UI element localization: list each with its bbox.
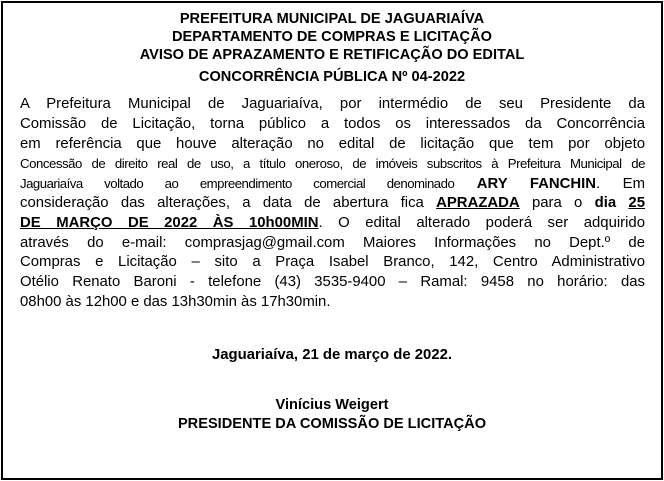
body-text: . O edital alterado poderá ser adquirido xyxy=(318,214,645,231)
header-municipality: PREFEITURA MUNICIPAL DE JAGUARIAÍVA xyxy=(179,11,485,27)
body-line xyxy=(20,214,645,234)
opening-date: DE MARÇO DE 2022 ÀS 10h00MIN xyxy=(20,214,319,231)
header-notice-title: AVISO DE APRAZAMENTO E RETIFICAÇÃO DO EDITAL xyxy=(139,47,525,63)
body-line: Compras e Licitação – sito a Praça Isabel Branco, 142, Centro Administrativo xyxy=(20,254,645,271)
body-line xyxy=(20,194,645,214)
body-line xyxy=(20,174,645,194)
enterprise-name: ARY FANCHIN xyxy=(476,176,597,193)
body-text: dia xyxy=(594,194,617,211)
body-line: Comissão de Licitação, torna público a todos os interessados da Concorrência xyxy=(20,115,645,132)
body-line: através do e-mail: comprasjag@gmail.com Maiores Informações no Dept.º de xyxy=(20,234,645,251)
body-line: Otélio Renato Baroni - telefone (43) 3535-9400 – Ramal: 9458 no horário: das xyxy=(20,274,645,291)
opening-day: 25 xyxy=(628,194,645,211)
body-line: 08h00 às 12h00 e das 13h30min às 17h30min. xyxy=(20,293,331,310)
postponed-label: APRAZADA xyxy=(436,194,520,211)
body-line: em referência que houve alteração no edital de licitação que tem por objeto xyxy=(20,135,645,152)
body-line-object: Concessão de direito real de uso, a título oneroso, de imóveis subscritos à Prefeitura Municipal de xyxy=(20,156,645,172)
body-line: A Prefeitura Municipal de Jaguariaíva, por intermédio de seu Presidente da xyxy=(20,96,645,112)
header-department: DEPARTAMENTO DE COMPRAS E LICITAÇÃO xyxy=(172,29,492,45)
notice-frame xyxy=(1,1,663,480)
signatory-title: PRESIDENTE DA COMISSÃO DE LICITAÇÃO xyxy=(177,416,487,432)
signatory-name: Vinícius Weigert xyxy=(275,397,389,413)
date-line: Jaguariaíva, 21 de março de 2022. xyxy=(211,347,453,363)
body-text: Jaguariaíva voltado ao empreendimento comercial denominado xyxy=(20,176,455,192)
notice-body xyxy=(20,95,645,313)
header-tender-number: CONCORRÊNCIA PÚBLICA Nº 04-2022 xyxy=(198,69,466,85)
body-text: consideração das alterações, a data de abertura fica xyxy=(20,194,424,211)
body-text: para o xyxy=(531,194,583,211)
body-text: . Em xyxy=(596,176,645,193)
